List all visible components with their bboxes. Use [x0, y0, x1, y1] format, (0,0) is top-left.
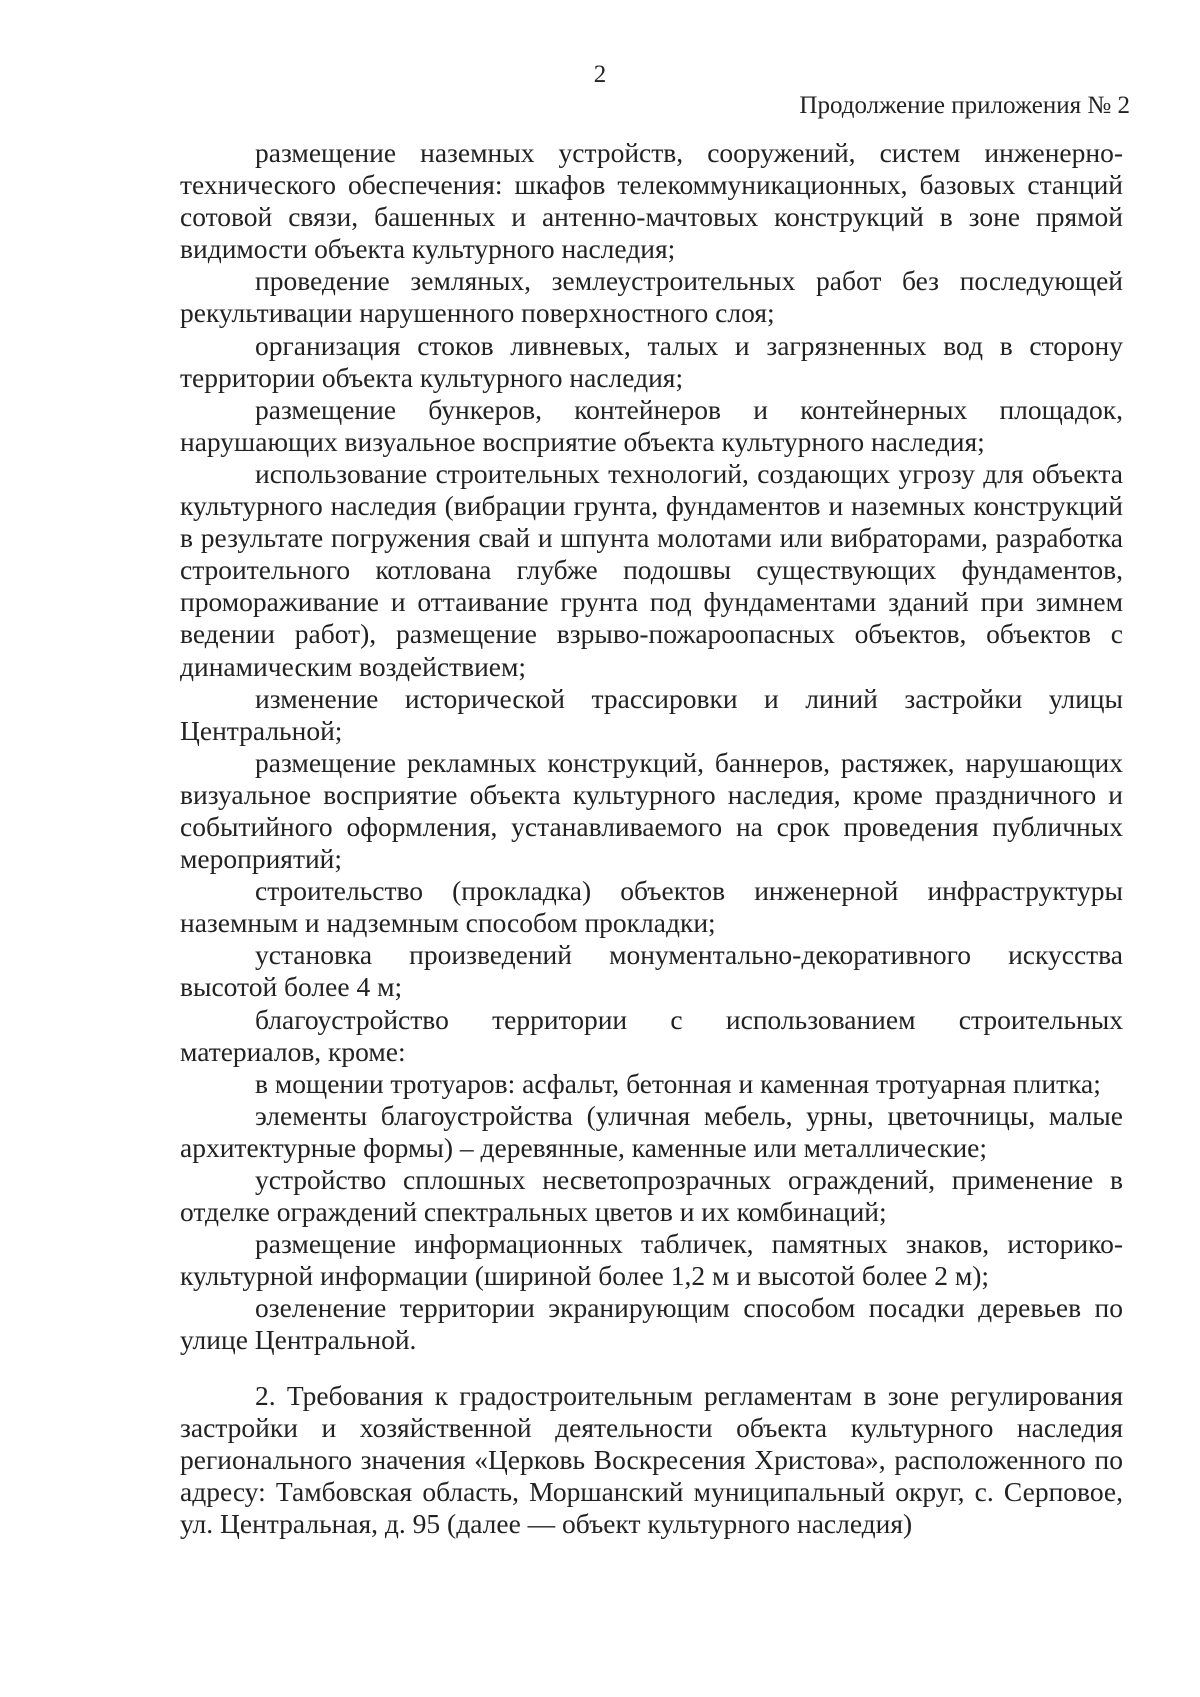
restriction-paragraph: организация стоков ливневых, талых и загрязненных вод в сторону территории объекта культурного наследия;	[180, 329, 1123, 393]
page-number: 2	[593, 61, 607, 88]
restriction-paragraph: элементы благоустройства (уличная мебель, урны, цветочницы, малые архитектурные формы) – деревянные, каменные или металлические;	[180, 1099, 1123, 1163]
restriction-paragraph: размещение наземных устройств, сооружений, систем инженерно-технического обеспечения: шкафов телекоммуникационных, базовых станций сотовой связи, башенных и антенно-мачтовых конструкций в зоне прямой видимости объекта культурного наследия;	[180, 137, 1123, 265]
section-2	[180, 1380, 1123, 1540]
restriction-paragraph: озеленение территории экранирующим способом посадки деревьев по улице Центральной.	[180, 1292, 1123, 1356]
restriction-paragraph: установка произведений монументально-декоративного искусства высотой более 4 м;	[180, 939, 1123, 1003]
appendix-continuation-label: Продолжение приложения № 2	[799, 92, 1130, 119]
restriction-paragraph: устройство сплошных несветопрозрачных ограждений, применение в отделке ограждений спектральных цветов и их комбинаций;	[180, 1164, 1123, 1228]
restriction-paragraph: размещение бункеров, контейнеров и контейнерных площадок, нарушающих визуальное восприятие объекта культурного наследия;	[180, 393, 1123, 457]
restriction-paragraph: строительство (прокладка) объектов инженерной инфраструктуры наземным и надземным способом прокладки;	[180, 875, 1123, 939]
restriction-paragraph: благоустройство территории с использованием строительных материалов, кроме:	[180, 1003, 1123, 1067]
restriction-paragraph: в мощении тротуаров: асфальт, бетонная и каменная тротуарная плитка;	[255, 1067, 1101, 1099]
restriction-paragraph: проведение земляных, землеустроительных работ без последующей рекультивации нарушенного поверхностного слоя;	[180, 265, 1123, 329]
restriction-paragraph: размещение рекламных конструкций, баннеров, растяжек, нарушающих визуальное восприятие объекта культурного наследия, кроме праздничного и событийного оформления, устанавливаемого на срок проведения публичных мероприятий;	[180, 746, 1123, 875]
restriction-paragraph: изменение исторической трассировки и линий застройки улицы Центральной;	[180, 682, 1123, 746]
restrictions-list	[180, 137, 1123, 1357]
restriction-paragraph: использование строительных технологий, создающих угрозу для объекта культурного наследия (вибрации грунта, фундаментов и наземных конструкций в результате погружения свай и шпунта молотами или вибраторами, разработка строительного котлована глубже подошвы существующих фундаментов, промораживание и оттаивание грунта под фундаментами зданий при зимнем ведении работ), размещение взрыво-пожароопасных объектов, объектов с динамическим воздействием;	[180, 457, 1123, 682]
restriction-paragraph: размещение информационных табличек, памятных знаков, историко-культурной информации (шириной более 1,2 м и высотой более 2 м);	[180, 1228, 1123, 1292]
section-2-paragraph: 2. Требования к градостроительным регламентам в зоне регулирования застройки и хозяйственной деятельности объекта культурного наследия регионального значения «Церковь Воскресения Христова», расположенного по адресу: Тамбовская область, Моршанский муниципальный округ, с. Серповое, ул. Центральная, д. 95 (далее — объект культурного наследия)	[180, 1380, 1123, 1540]
